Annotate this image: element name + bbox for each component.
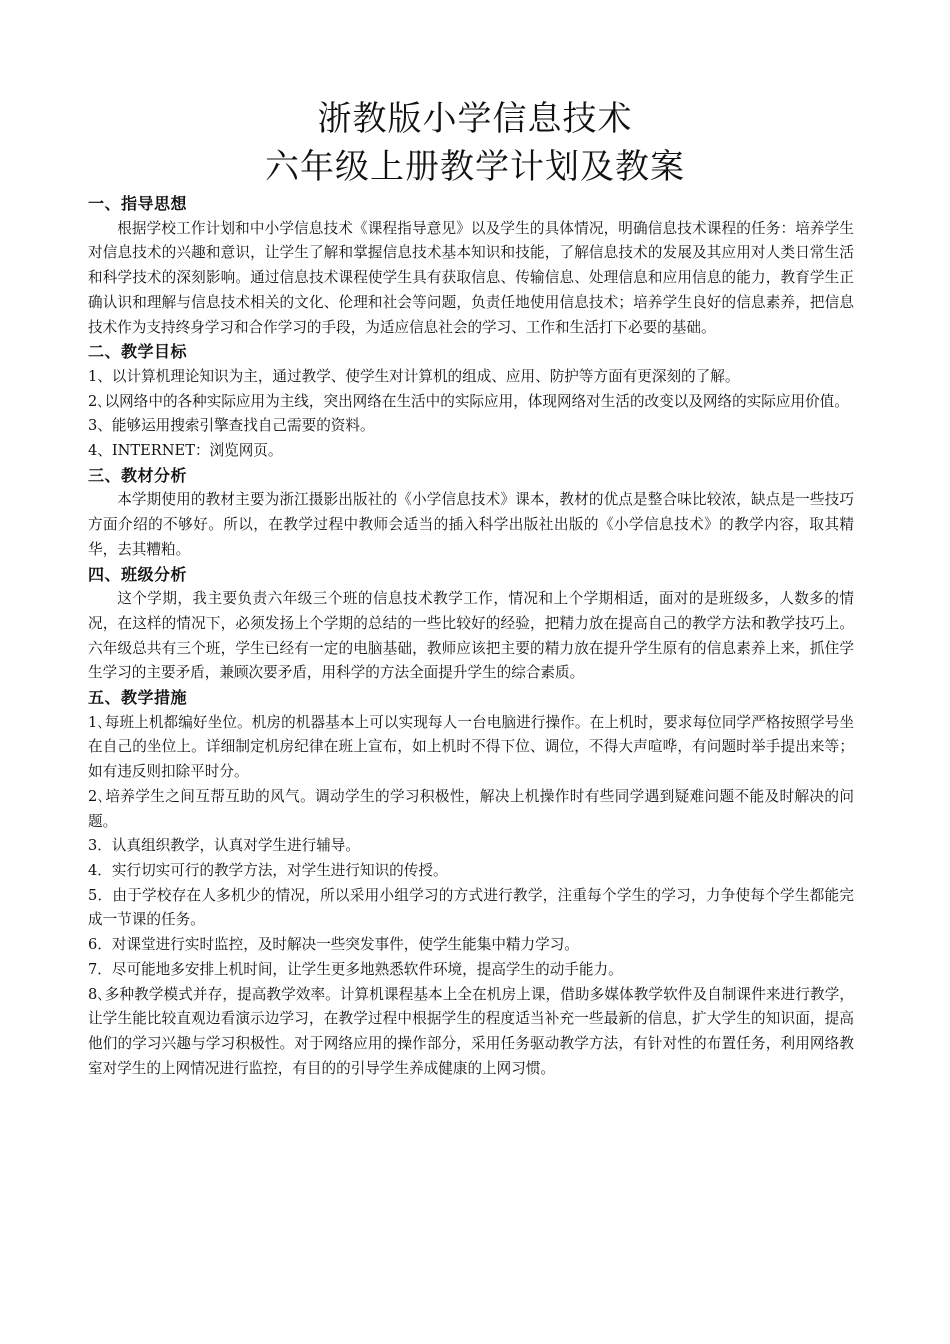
list-item: 6．对课堂进行实时监控，及时解决一些突发事件，使学生能集中精力学习。 <box>88 936 579 954</box>
section-heading-textbook-analysis: 三、教材分析 <box>88 465 188 485</box>
list-item: 3、能够运用搜索引擎查找自己需要的资料。 <box>88 417 375 435</box>
list-item: 1、以计算机理论知识为主，通过教学、使学生对计算机的组成、应用、防护等方面有更深刻的了解。 <box>88 367 740 385</box>
document-subtitle: 六年级上册教学计划及教案 <box>265 147 685 187</box>
list-item: 2､以网络中的各种实际应用为主线，突出网络在生活中的实际应用，体现网络对生活的改变以及网络的实际应用价值。 <box>88 392 849 410</box>
list-item: 5．由于学校存在人多机少的情况，所以采用小组学习的方式进行教学，注重每个学生的学习，力争使每个学生都能完成一节课的任务。 <box>88 886 854 929</box>
list-item: 7．尽可能地多安排上机时间，让学生更多地熟悉软件环境，提高学生的动手能力。 <box>88 960 623 978</box>
section-paragraph: 本学期使用的教材主要为浙江摄影出版社的《小学信息技术》课本，教材的优点是整合味比较浓，缺点是一些技巧方面介绍的不够好。所以，在教学过程中教师会适当的插入科学出版社出版的《小学信息技术》的教学内容，取其精华，去其糟粕。 <box>88 491 854 558</box>
section-paragraph: 根据学校工作计划和中小学信息技术《课程指导意见》以及学生的具体情况，明确信息技术课程的任务：培养学生对信息技术的兴趣和意识，让学生了解和掌握信息技术基本知识和技能，了解信息技术的发展及其应用对人类日常生活和科学技术的深刻影响。通过信息技术课程使学生具有获取信息、传输信息、处理信息和应用信息的能力，教育学生正确认识和理解与信息技术相关的文化、伦理和社会等问题，负责任地使用信息技术；培养学生良好的信息素养，把信息技术作为支持终身学习和合作学习的手段，为适应信息社会的学习、工作和生活打下必要的基础。 <box>88 219 854 336</box>
section-heading-class-analysis: 四、班级分析 <box>88 564 188 584</box>
section-heading-guiding-ideology: 一、指导思想 <box>88 194 188 213</box>
section-paragraph: 这个学期，我主要负责六年级三个班的信息技术教学工作，情况和上个学期相适，面对的是班级多，人数多的情况，在这样的情况下，必须发扬上个学期的总结的一些比较好的经验，把精力放在提高自己的教学方法和教学技巧上。六年级总共有三个班，学生已经有一定的电脑基础，教师应该把主要的精力放在提升学生原有的信息素养上来，抓住学生学习的主要矛盾，兼顾次要矛盾，用科学的方法全面提升学生的综合素质。 <box>88 590 854 682</box>
document-body <box>88 192 854 1081</box>
section-heading-teaching-goals: 二、教学目标 <box>88 342 188 362</box>
list-item: 4、INTERNET：浏览网页。 <box>88 442 283 460</box>
list-item: 3．认真组织教学，认真对学生进行辅导。 <box>88 837 360 855</box>
list-item: 1､每班上机都编好坐位。机房的机器基本上可以实现每人一台电脑进行操作。在上机时，要求每位同学严格按照学号坐在自己的坐位上。详细制定机房纪律在班上宣布，如上机时不得下位、调位，不得大声喧哗，有问题时举手提出来等；如有违反则扣除平时分。 <box>88 713 854 781</box>
list-item: 8､多种教学模式并存，提高教学效率。计算机课程基本上全在机房上课，借助多媒体教学软件及自制课件来进行教学，让学生能比较直观边看演示边学习，在教学过程中根据学生的程度适当补充一些最新的信息，扩大学生的知识面，提高他们的学习兴趣与学习积极性。对于网络应用的操作部分，采用任务驱动教学方法，有针对性的布置任务，利用网络教室对学生的上网情况进行监控，有目的的引导学生养成健康的上网习惯。 <box>88 985 854 1077</box>
section-heading-teaching-measures: 五、教学措施 <box>88 688 188 708</box>
list-item: 4．实行切实可行的教学方法，对学生进行知识的传授。 <box>88 861 448 879</box>
document-title: 浙教版小学信息技术 <box>317 99 633 139</box>
list-item: 2､培养学生之间互帮互助的风气。调动学生的学习积极性，解决上机操作时有些同学遇到疑难问题不能及时解决的问题。 <box>88 787 854 830</box>
